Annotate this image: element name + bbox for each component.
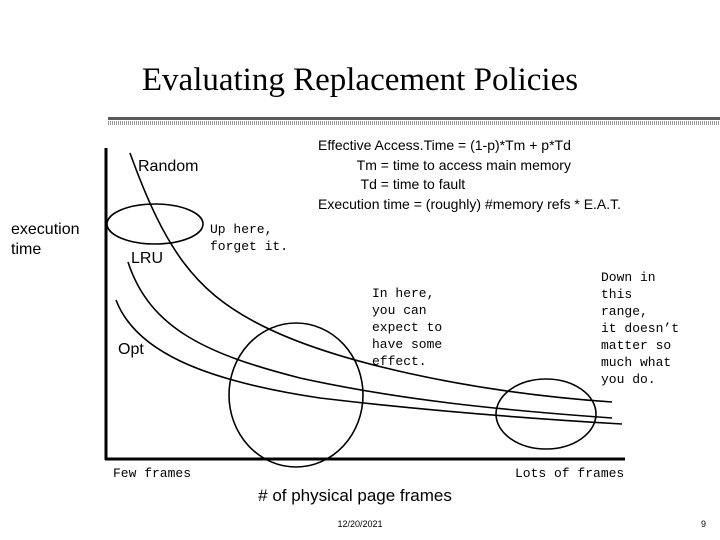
random-curve	[130, 153, 612, 402]
note-line: In here,	[372, 286, 435, 301]
note-line: this	[601, 287, 633, 302]
page-number: 9	[700, 519, 706, 529]
note-line: matter so	[601, 338, 672, 353]
note-line: expect to	[372, 320, 443, 335]
formula-line: Effective Access.Time = (1-p)*Tm + p*Td	[318, 137, 571, 153]
x-axis-left-label: Few frames	[113, 466, 192, 481]
note-line: you do.	[601, 372, 656, 387]
note-line: much what	[601, 355, 672, 370]
formula-line: Td = time to fault	[318, 176, 466, 192]
in-here-ellipse	[229, 323, 363, 467]
opt-curve	[116, 300, 622, 424]
x-axis-right-label: Lots of frames	[515, 466, 625, 481]
opt-label: Opt	[118, 341, 144, 358]
formula-line: Tm = time to access main memory	[318, 156, 571, 173]
y-axis-label-line: execution	[11, 221, 80, 238]
slide-title: Evaluating Replacement Policies	[141, 62, 579, 98]
x-axis-label: # of physical page frames	[258, 486, 452, 505]
footer-date: 12/20/2021	[337, 519, 383, 529]
note-down-in	[601, 269, 679, 388]
note-line: you can	[372, 303, 427, 318]
y-axis-label-line: time	[11, 241, 42, 258]
random-label: Random	[138, 158, 199, 175]
lru-label: LRU	[131, 250, 164, 267]
note-line: Up here,	[210, 222, 273, 237]
note-in-here	[372, 285, 442, 370]
note-line: range,	[601, 304, 648, 319]
formula-line: Execution time = (roughly) #memory refs * E.A.T.	[318, 195, 622, 212]
note-line: forget it.	[210, 239, 289, 254]
note-line: have some	[372, 337, 443, 352]
note-line: it doesn’t	[601, 321, 680, 336]
note-up-here	[210, 221, 288, 255]
note-line: Down in	[601, 270, 656, 285]
note-line: effect.	[372, 354, 427, 369]
down-in-ellipse	[496, 379, 596, 449]
up-here-ellipse	[107, 204, 203, 244]
